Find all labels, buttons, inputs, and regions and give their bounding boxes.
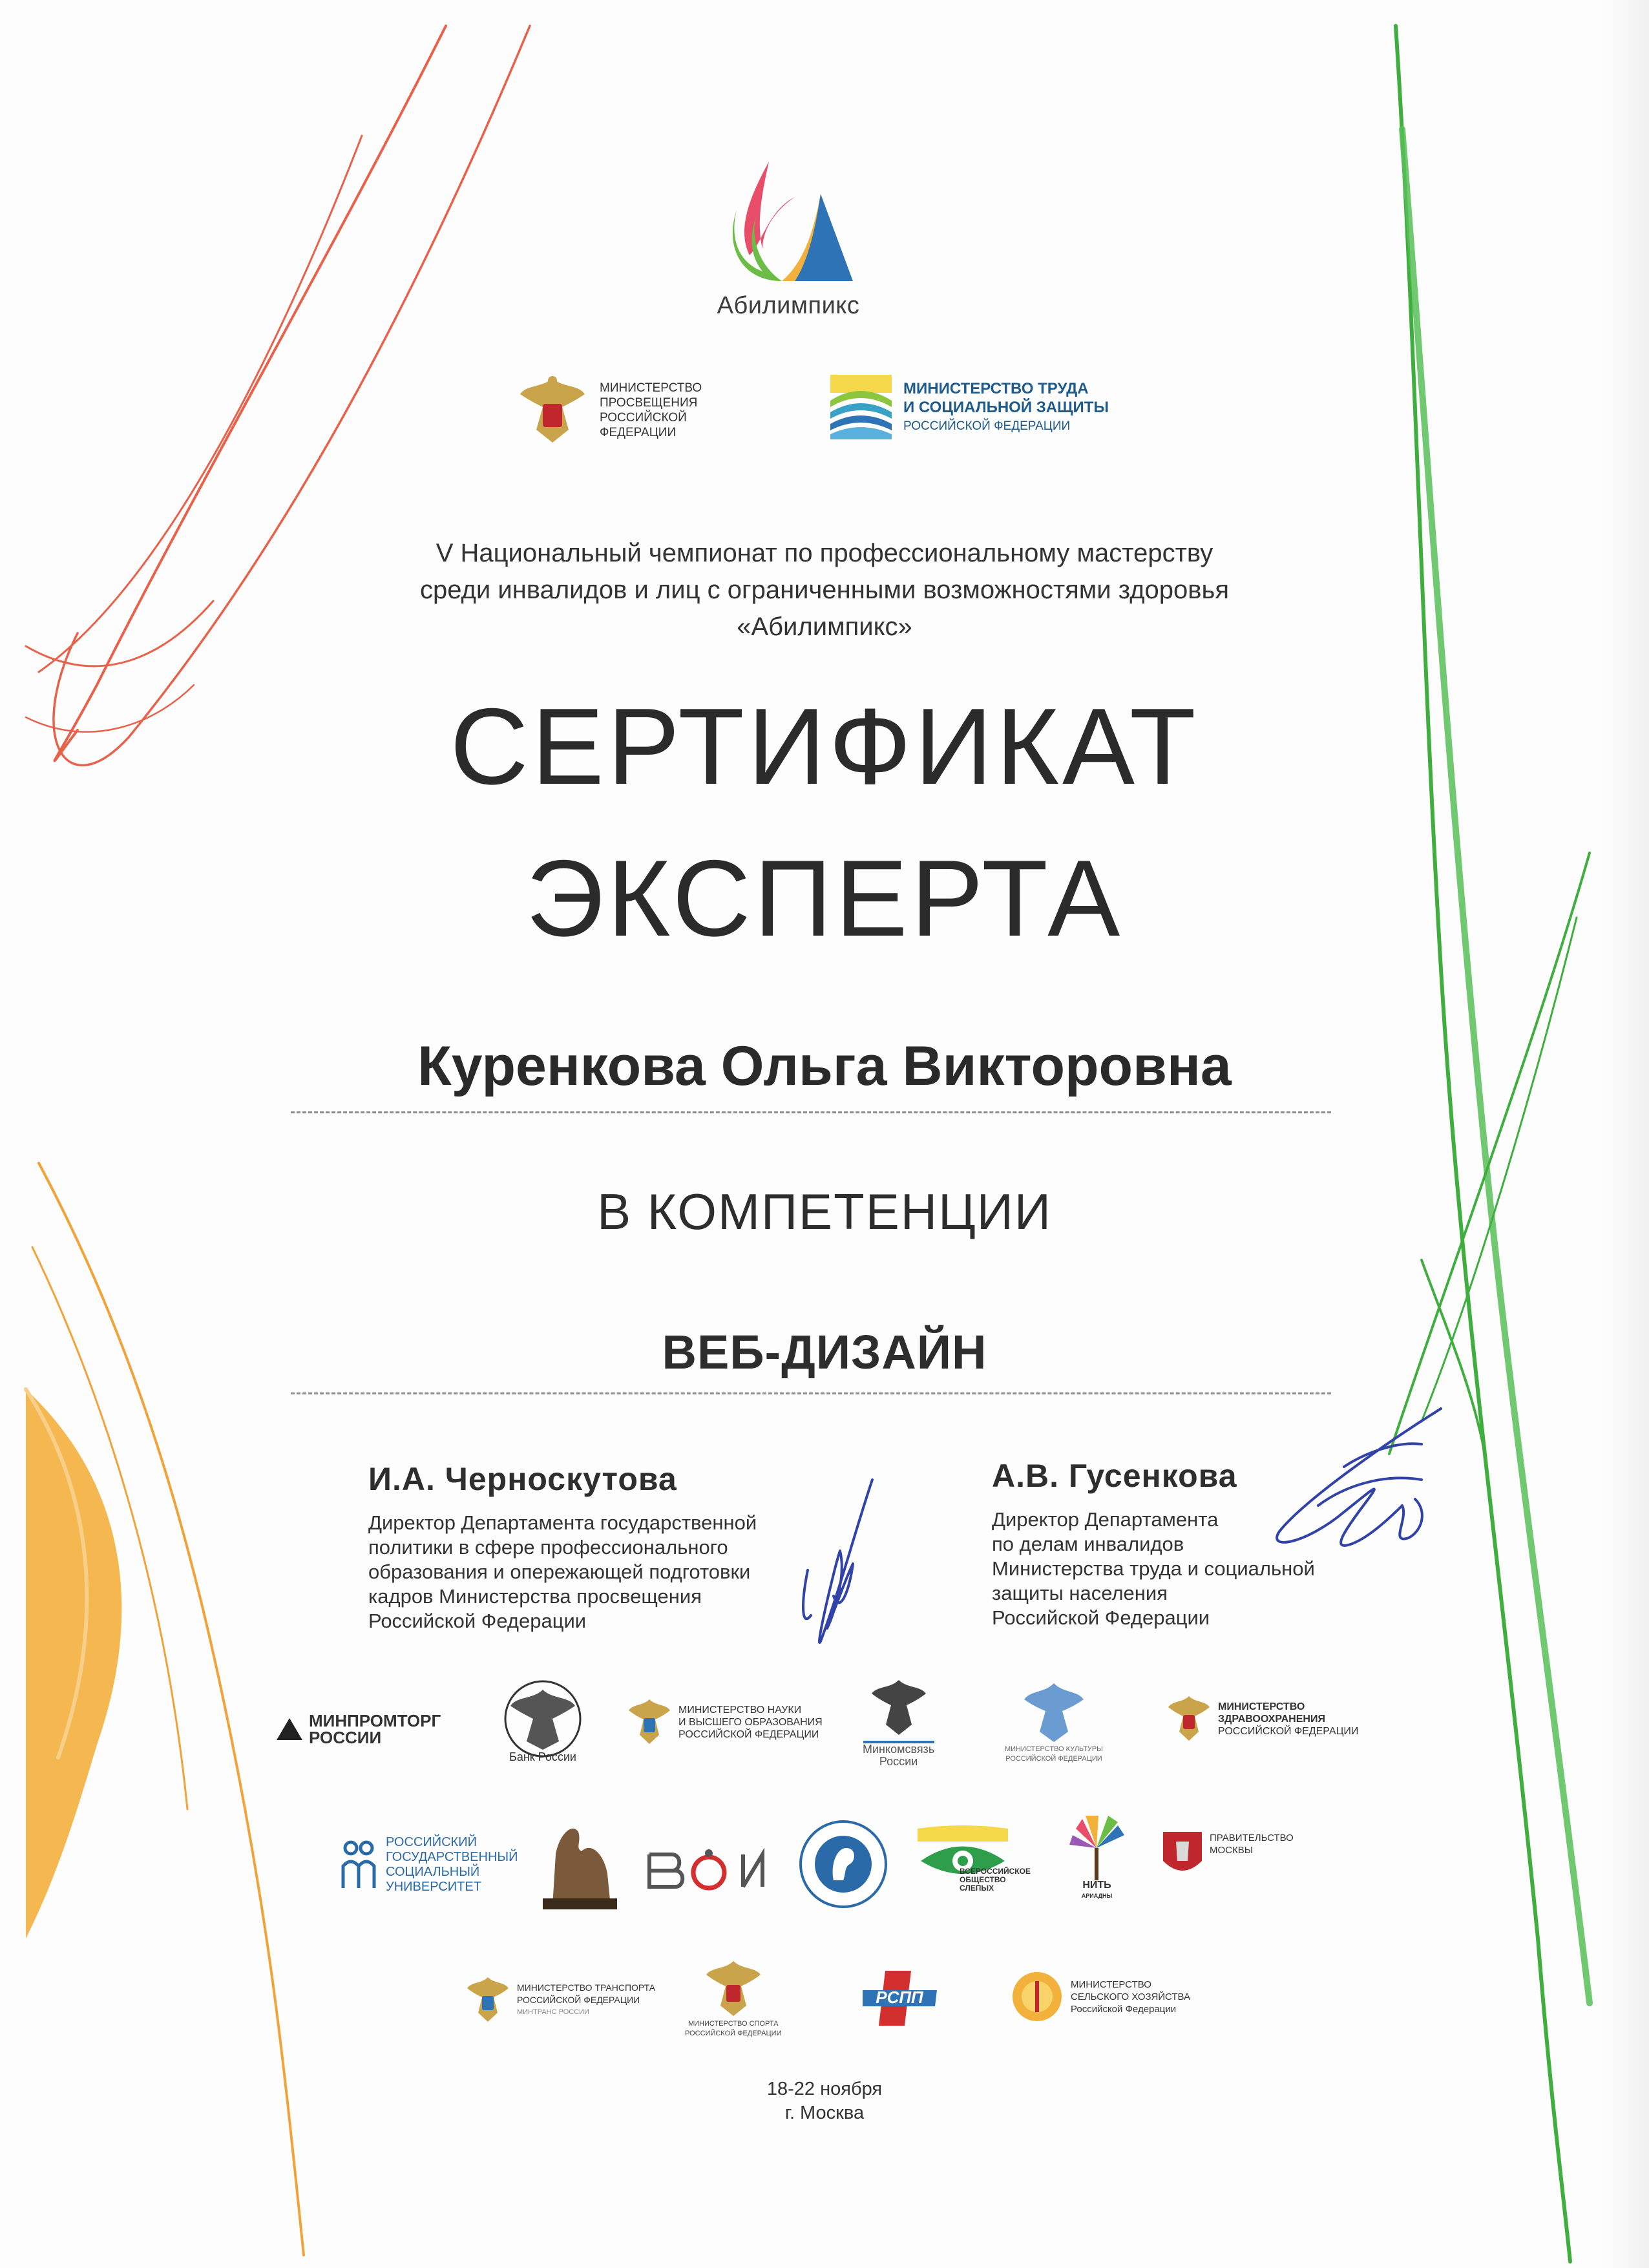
partner-minkomsvyaz [863,1677,934,1768]
certificate-title-line2: ЭКСПЕРТА [525,837,1124,959]
partner-text: УНИВЕРСИТЕТ [386,1880,481,1894]
partner-text: РОССИЙСКОЙ ФЕДЕРАЦИИ [678,1728,819,1740]
partner-text: Минкомсвязь [863,1743,935,1756]
rgsu-people-icon [339,1839,378,1891]
event-city: г. Москва [784,2103,865,2123]
partner-minselhoz [1011,1971,1190,2022]
partner-moscow-gov [1163,1832,1294,1877]
partner-vog [798,1819,888,1909]
russian-eagle-emblem-icon [870,1677,928,1738]
partner-text: И ВЫСШЕГО ОБРАЗОВАНИЯ [678,1716,823,1728]
signatory-role-line: Директор Департамента [992,1508,1219,1531]
competence-name: ВЕБ-ДИЗАЙН [662,1325,987,1379]
competence-label: В КОМПЕТЕНЦИИ [597,1183,1052,1240]
partner-minsport [685,1958,781,2039]
bank-russia-eagle-icon [498,1680,588,1758]
abilimpix-logo-icon [724,158,853,288]
partner-text: РОССИЙСКОЙ ФЕДЕРАЦИИ [685,2030,782,2037]
signatory-role-line: Российской Федерации [992,1606,1210,1629]
russian-eagle-emblem-icon [1166,1693,1212,1745]
partner-text: РОССИЙСКИЙ [386,1835,477,1849]
partner-text: СЛЕПЫХ [960,1884,994,1893]
signatory-role-line: Министерства труда и социальной [992,1557,1315,1580]
hands-tree-icon [1066,1812,1128,1880]
partner-text: МИНТРАНС РОССИИ [517,2008,589,2016]
partner-text: ВСЕРОССИЙСКОЕ [960,1867,1031,1876]
partner-text: СЕЛЬСКОГО ХОЗЯЙСТВА [1071,1991,1191,2002]
minpromtorg-triangle-icon [277,1718,302,1740]
partner-text: МИНПРОМТОРГ [309,1711,441,1730]
partner-text: Российской Федерации [1071,2003,1177,2015]
partner-text: Банк России [509,1750,576,1763]
ministry-education-line: ПРОСВЕЩЕНИЯ [600,396,698,410]
partner-text: РОССИИ [309,1728,382,1747]
rspp-logo-icon [863,1971,937,2026]
ministry-labor-logo [830,375,1109,439]
partner-nit-ariadny [1066,1812,1128,1901]
abilimpix-logo-text: Абилимпикс [717,292,860,319]
russian-eagle-emblem-icon [517,372,588,449]
ministry-labor-line: И СОЦИАЛЬНОЙ ЗАЩИТЫ [903,398,1109,416]
ministry-labor-emblem-icon [830,375,892,439]
partner-minobrnauki [627,1696,823,1748]
signatory-role-line: кадров Министерства просвещения [368,1585,702,1608]
partner-minkultury [1005,1680,1103,1764]
partner-minzdrav [1166,1693,1358,1745]
monument-sculpture-icon [543,1816,617,1909]
signatory-left [368,1460,808,1633]
partner-text: МИНИСТЕРСТВО СПОРТА [688,2020,779,2028]
partner-text: ОБЩЕСТВО [960,1875,1006,1884]
signatory-name: И.А. Черноскутова [368,1461,677,1497]
competence-underline [291,1392,1331,1394]
signatory-name: А.В. Гусенкова [992,1458,1237,1494]
partner-text: МИНИСТЕРСТВО НАУКИ [678,1704,802,1716]
championship-title [0,535,1649,646]
signatory-role-line: по делам инвалидов [992,1533,1184,1555]
partner-text: России [879,1755,918,1768]
partner-text: МИНИСТЕРСТВО [1071,1979,1151,1990]
name-underline [291,1111,1331,1113]
signatory-role [992,1507,1380,1630]
championship-line: «Абилимпикс» [737,613,912,641]
vog-emblem-icon [798,1819,888,1909]
ministry-labor-line: МИНИСТЕРСТВО ТРУДА [903,379,1089,397]
partner-text: ЗДРАВООХРАНЕНИЯ [1218,1713,1325,1725]
russian-eagle-emblem-icon [704,1958,762,2019]
partner-text: СОЦИАЛЬНЫЙ [386,1865,480,1879]
partner-text: ПРАВИТЕЛЬСТВО [1210,1832,1294,1843]
signatory-role-line: политики в сфере профессионального [368,1536,728,1559]
minselhoz-emblem-icon [1011,1971,1063,2022]
moscow-coat-of-arms-icon [1163,1832,1202,1877]
ministry-education-logo [517,372,702,449]
ministry-education-line: ФЕДЕРАЦИИ [600,426,677,439]
partner-text: МИНИСТЕРСТВО [1218,1701,1305,1712]
event-dates: 18-22 ноября [766,2079,883,2099]
partner-text: РОССИЙСКОЙ ФЕДЕРАЦИИ [1218,1725,1359,1737]
partner-text: АРИАДНЫ [1081,1893,1113,1899]
signature-left [803,1480,872,1643]
partner-voi [646,1848,766,1893]
certificate-title-line1: СЕРТИФИКАТ [450,686,1199,807]
event-date-location [0,2077,1649,2125]
partner-text: РОССИЙСКОЙ ФЕДЕРАЦИИ [517,1994,640,2005]
partner-text: МИНИСТЕРСТВО КУЛЬТУРЫ [1005,1745,1103,1753]
partner-text: ГОСУДАРСТВЕННЫЙ [386,1850,518,1864]
partner-text: МОСКВЫ [1210,1845,1254,1856]
ministry-education-line: МИНИСТЕРСТВО [600,381,702,395]
partner-rspp [863,1971,937,2026]
partner-rgsu [339,1835,518,1895]
partner-text: МИНИСТЕРСТВО ТРАНСПОРТА [517,1982,656,1993]
championship-line: V Национальный чемпионат по профессиональному мастерству [436,539,1213,567]
scan-edge-shadow [1604,0,1649,2268]
russian-eagle-emblem-icon [1022,1680,1086,1745]
partner-bank-russia [498,1680,588,1763]
signatory-role [368,1511,808,1633]
partner-text: РОССИЙСКОЙ ФЕДЕРАЦИИ [1005,1755,1102,1763]
signatory-role-line: образования и опережающей подготовки [368,1560,751,1583]
russian-eagle-emblem-icon [465,1974,510,2026]
partner-vos [914,1825,1031,1893]
championship-line: среди инвалидов и лиц с ограниченными возможностями здоровья [419,576,1230,604]
voi-logo-icon [646,1848,766,1893]
ministry-education-line: РОССИЙСКОЙ [600,411,687,425]
russian-eagle-emblem-icon [627,1696,672,1748]
ministry-labor-line: РОССИЙСКОЙ ФЕДЕРАЦИИ [903,419,1071,433]
signatory-right [992,1457,1380,1630]
partner-text: НИТЬ [1082,1880,1111,1891]
rspp-logo-text: РСПП [876,1988,923,2007]
recipient-name: Куренкова Ольга Викторовна [417,1035,1232,1097]
partner-mintrans [465,1974,655,2026]
signatory-role-line: Российской Федерации [368,1610,587,1632]
signatory-role-line: Директор Департамента государственной [368,1511,757,1534]
signatory-role-line: защиты населения [992,1582,1168,1604]
partner-minpromtorg [277,1712,441,1746]
